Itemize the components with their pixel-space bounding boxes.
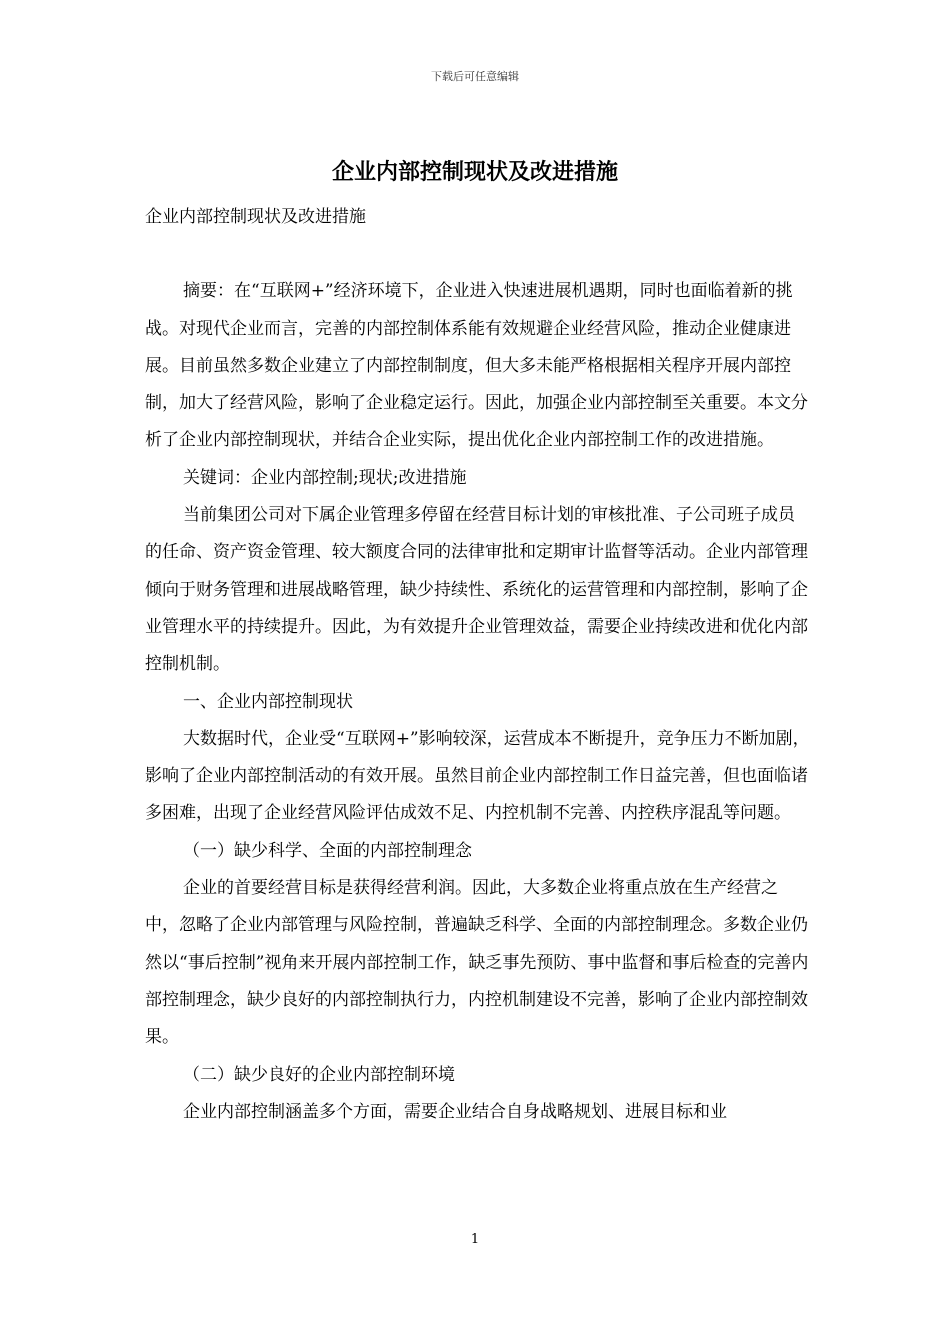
body-paragraph: 大数据时代，企业受“互联网+”影响较深，运营成本不断提升，竞争压力不断加剧，影响了企业内部控制活动的有效开展。虽然目前企业内部控制工作日益完善，但也面临诸多困难，出现了企业经营风险评估成效不足、内控机制不完善、内控秩序混乱等问题。 bbox=[145, 728, 810, 824]
document-body bbox=[145, 199, 810, 1131]
document-title: 企业内部控制现状及改进措施 bbox=[331, 159, 618, 185]
document-subtitle: 企业内部控制现状及改进措施 bbox=[145, 207, 366, 227]
page-header-note: 下载后可任意编辑 bbox=[431, 70, 519, 83]
subsection-heading: （一）缺少科学、全面的内部控制理念 bbox=[183, 840, 472, 861]
keywords-paragraph: 关键词：企业内部控制;现状;改进措施 bbox=[183, 467, 467, 488]
body-paragraph: 企业的首要经营目标是获得经营利润。因此，大多数企业将重点放在生产经营之中，忽略了企业内部管理与风险控制，普遍缺乏科学、全面的内部控制理念。多数企业仍然以“事后控制”视角来开展内部控制工作，缺乏事先预防、事中监督和事后检查的完善内部控制理念，缺少良好的内部控制执行力，内控机制建设不完善，影响了企业内部控制效果。 bbox=[145, 878, 809, 1048]
subsection-heading: （二）缺少良好的企业内部控制环境 bbox=[183, 1064, 455, 1085]
body-paragraph: 当前集团公司对下属企业管理多停留在经营目标计划的审核批准、子公司班子成员的任命、资产资金管理、较大额度合同的法律审批和定期审计监督等活动。企业内部管理倾向于财务管理和进展战略管理，缺少持续性、系统化的运营管理和内部控制，影响了企业管理水平的持续提升。因此，为有效提升企业管理效益，需要企业持续改进和优化内部控制机制。 bbox=[145, 505, 808, 675]
page-number: 1 bbox=[470, 1232, 480, 1247]
section-heading: 一、企业内部控制现状 bbox=[183, 691, 353, 712]
body-paragraph: 企业内部控制涵盖多个方面，需要企业结合自身战略规划、进展目标和业 bbox=[183, 1101, 727, 1122]
abstract-paragraph: 摘要：在“互联网+”经济环境下，企业进入快速进展机遇期，同时也面临着新的挑战。对现代企业而言，完善的内部控制体系能有效规避企业经营风险，推动企业健康进展。目前虽然多数企业建立了内部控制制度，但大多未能严格根据相关程序开展内部控制，加大了经营风险，影响了企业稳定运行。因此，加强企业内部控制至关重要。本文分析了企业内部控制现状，并结合企业实际，提出优化企业内部控制工作的改进措施。 bbox=[145, 281, 808, 451]
